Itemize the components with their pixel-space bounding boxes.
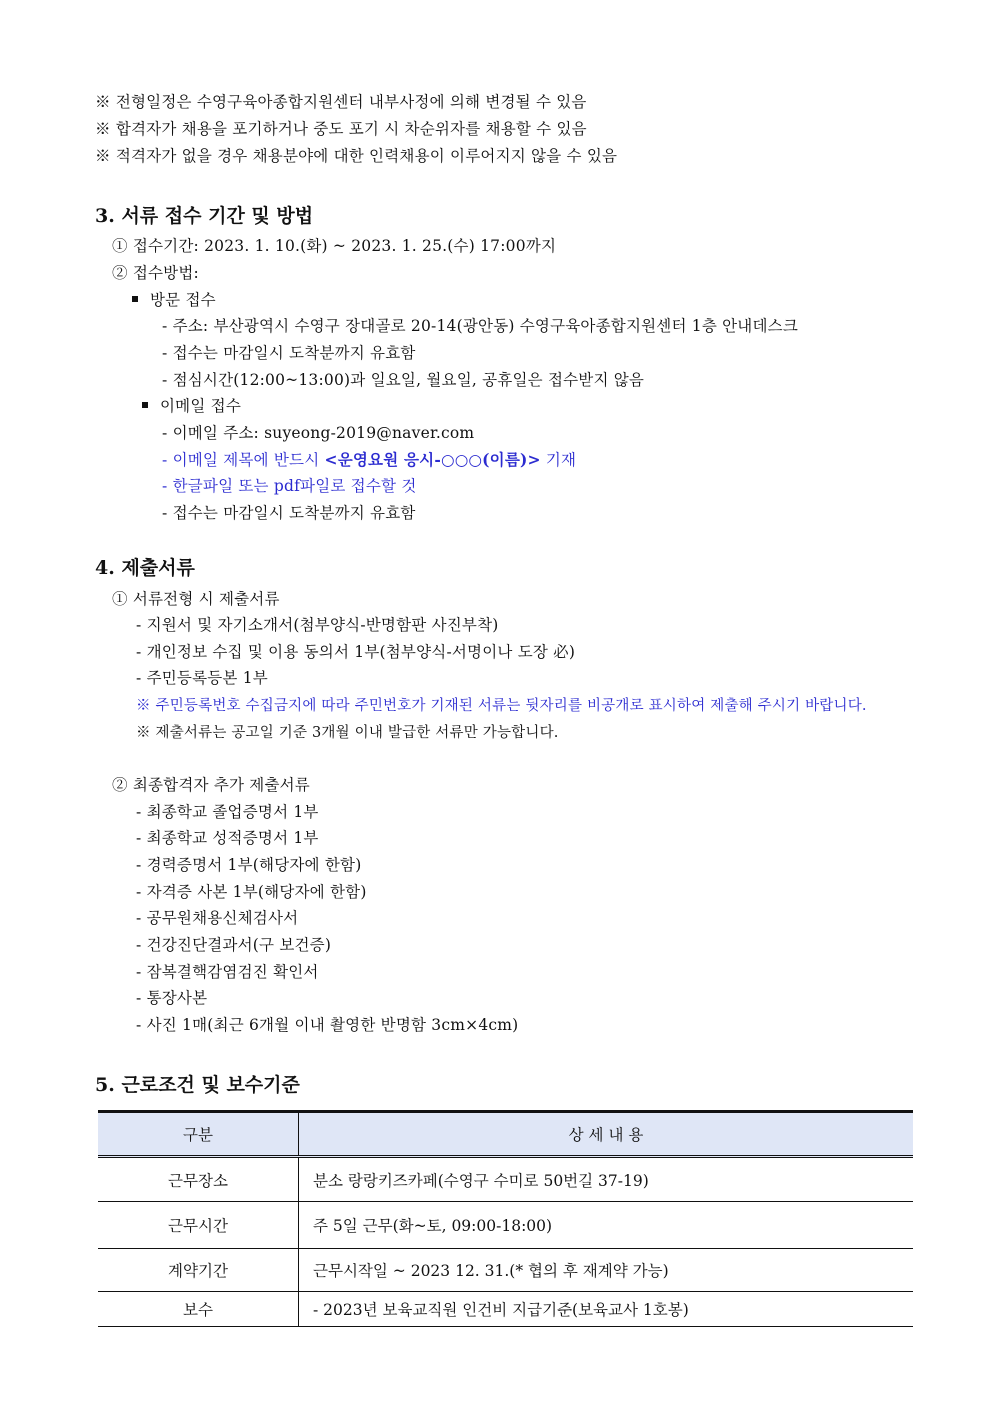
- section-3-heading: 3. 서류 접수 기간 및 방법: [95, 205, 314, 227]
- row-value: 분소 랑랑키즈카페(수영구 수미로 50번길 37-19): [299, 1157, 914, 1202]
- final-item: - 경력증명서 1부(해당자에 한함): [136, 856, 362, 874]
- table-row: [98, 1249, 913, 1292]
- application-method: ② 접수방법:: [112, 264, 199, 282]
- note-schedule-change: ※ 전형일정은 수영구육아종합지원센터 내부사정에 의해 변경될 수 있음: [95, 93, 587, 111]
- visit-deadline: - 접수는 마감일시 도착분까지 유효함: [162, 344, 416, 362]
- email-file-format: - 한글파일 또는 pdf파일로 접수할 것: [162, 477, 417, 495]
- doc-item-resident-register: - 주민등록등본 1부: [136, 669, 268, 687]
- email-subject-rule: [162, 450, 576, 470]
- column-header-category: 구분: [98, 1112, 299, 1157]
- row-label: 근무시간: [98, 1202, 299, 1249]
- email-subject-pre: - 이메일 제목에 반드시: [162, 451, 325, 469]
- final-item: - 건강진단결과서(구 보건증): [136, 936, 332, 954]
- email-deadline: - 접수는 마감일시 도착분까지 유효함: [162, 504, 416, 522]
- section-4-heading: 4. 제출서류: [95, 557, 195, 579]
- email-submission-label: 이메일 접수: [160, 397, 241, 415]
- row-label: 계약기간: [98, 1249, 299, 1292]
- column-header-details: 상 세 내 용: [299, 1112, 914, 1157]
- table-row: [98, 1157, 913, 1202]
- email-subject-format: <운영요원 응시-○○○(이름)>: [324, 450, 541, 469]
- note-issue-date: ※ 제출서류는 공고일 기준 3개월 이내 발급한 서류만 가능합니다.: [136, 725, 559, 741]
- table-row: [98, 1202, 913, 1249]
- final-item: - 공무원채용신체검사서: [136, 909, 299, 927]
- application-period: ① 접수기간: 2023. 1. 10.(화) ~ 2023. 1. 25.(수) 17:00까지: [112, 237, 557, 255]
- final-item: - 최종학교 졸업증명서 1부: [136, 803, 319, 821]
- email-submission-title: [142, 396, 241, 416]
- note-no-qualified: ※ 적격자가 없을 경우 채용분야에 대한 인력채용이 이루어지지 않을 수 있음: [95, 147, 618, 165]
- visit-closed-hours: - 점심시간(12:00~13:00)과 일요일, 월요일, 공휴일은 접수받지 않음: [162, 371, 645, 389]
- email-subject-post: 기재: [540, 451, 577, 469]
- square-bullet-icon: [132, 296, 138, 302]
- email-address: - 이메일 주소: suyeong-2019@naver.com: [162, 424, 475, 442]
- section-5-heading: 5. 근로조건 및 보수기준: [95, 1074, 300, 1096]
- note-resident-number: ※ 주민등록번호 수집금지에 따라 주민번호가 기재된 서류는 뒷자리를 비공개로 표시하여 제출해 주시기 바랍니다.: [136, 698, 867, 714]
- working-conditions-table: [98, 1110, 913, 1327]
- screening-documents-title: ① 서류전형 시 제출서류: [112, 590, 280, 608]
- visit-address: - 주소: 부산광역시 수영구 장대골로 20-14(광안동) 수영구육아종합지원센터 1층 안내데스크: [162, 317, 798, 335]
- row-value: - 2023년 보육교직원 인건비 지급기준(보육교사 1호봉): [299, 1292, 914, 1327]
- doc-item-privacy-consent: - 개인정보 수집 및 이용 동의서 1부(첨부양식-서명이나 도장 必): [136, 643, 576, 661]
- row-value: 주 5일 근무(화~토, 09:00-18:00): [299, 1202, 914, 1249]
- square-bullet-icon: [142, 402, 148, 408]
- final-item: - 잠복결핵감염검진 확인서: [136, 963, 319, 981]
- visit-submission-label: 방문 접수: [150, 291, 216, 309]
- doc-item-application: - 지원서 및 자기소개서(첨부양식-반명함판 사진부착): [136, 616, 499, 634]
- final-documents-title: ② 최종합격자 추가 제출서류: [112, 776, 310, 794]
- final-item: - 최종학교 성적증명서 1부: [136, 829, 319, 847]
- row-label: 근무장소: [98, 1157, 299, 1202]
- row-label: 보수: [98, 1292, 299, 1327]
- final-item: - 통장사본: [136, 989, 208, 1007]
- visit-submission-title: [132, 290, 216, 310]
- note-successor-hiring: ※ 합격자가 채용을 포기하거나 중도 포기 시 차순위자를 채용할 수 있음: [95, 120, 587, 138]
- final-item: - 자격증 사본 1부(해당자에 한함): [136, 883, 367, 901]
- row-value: 근무시작일 ~ 2023 12. 31.(* 협의 후 재계약 가능): [299, 1249, 914, 1292]
- final-item: - 사진 1매(최근 6개월 이내 촬영한 반명함 3cm×4cm): [136, 1016, 519, 1034]
- table-row: [98, 1292, 913, 1327]
- table-header-row: [98, 1112, 913, 1157]
